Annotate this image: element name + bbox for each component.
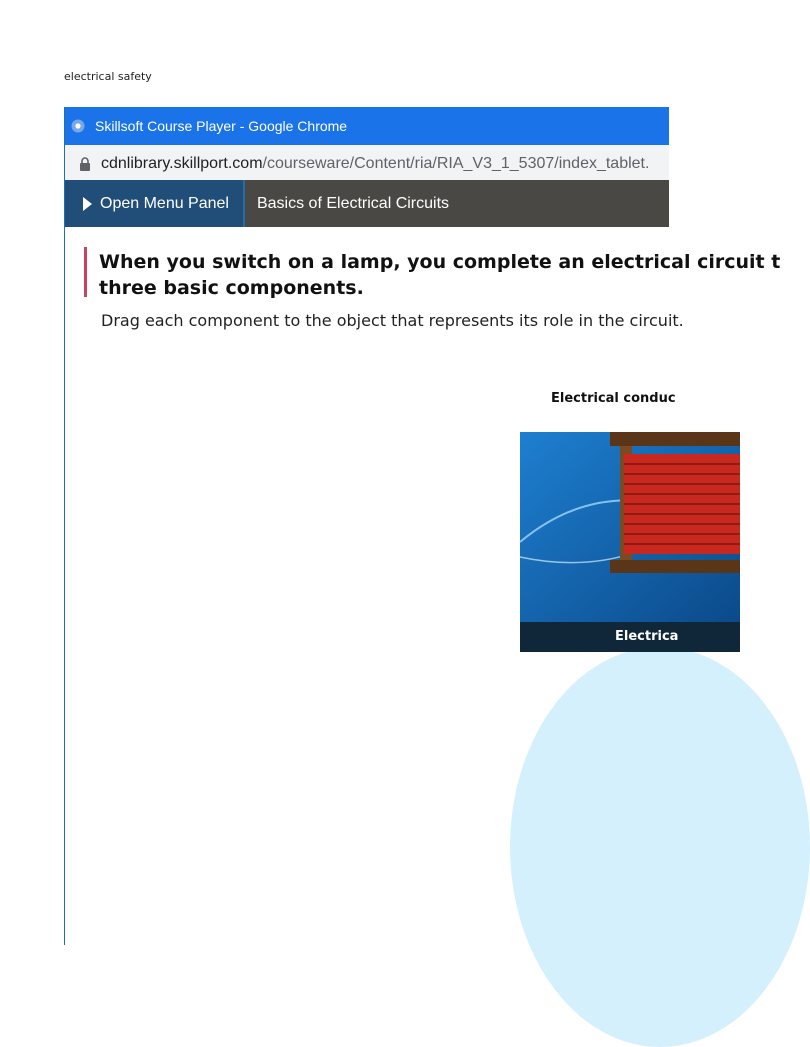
browser-window xyxy=(64,107,781,945)
url-path: /courseware/Content/ria/RIA_V3_1_5307/index_tablet. xyxy=(262,155,650,172)
document-caption: electrical safety xyxy=(64,70,152,83)
browser-title-bar xyxy=(65,107,669,145)
lock-icon xyxy=(79,157,91,171)
window-title: Skillsoft Course Player - Google Chrome xyxy=(95,118,348,134)
conductor-coil-image xyxy=(520,432,740,622)
card-footer: Electrica xyxy=(520,622,740,652)
activity-instruction: Drag each component to the object that represents its role in the circuit. xyxy=(101,311,684,330)
url-host: cdnlibrary.skillport.com xyxy=(101,155,263,172)
activity-content xyxy=(65,227,781,945)
heading-accent-bar xyxy=(84,247,87,297)
menu-button-label: Open Menu Panel xyxy=(100,194,229,212)
activity-heading: When you switch on a lamp, you complete an electrical circuit t three basic components. xyxy=(99,251,781,299)
open-menu-panel-button[interactable] xyxy=(65,180,245,227)
play-arrow-icon xyxy=(83,197,92,211)
chrome-icon xyxy=(71,119,85,133)
url-text[interactable] xyxy=(101,155,649,173)
course-title: Basics of Electrical Circuits xyxy=(256,194,450,212)
card-label: Electrical conduc xyxy=(520,362,740,432)
component-card[interactable] xyxy=(520,362,740,652)
drop-target-bubble[interactable] xyxy=(510,647,810,1047)
address-bar[interactable] xyxy=(65,145,669,184)
course-nav-bar xyxy=(65,180,669,227)
